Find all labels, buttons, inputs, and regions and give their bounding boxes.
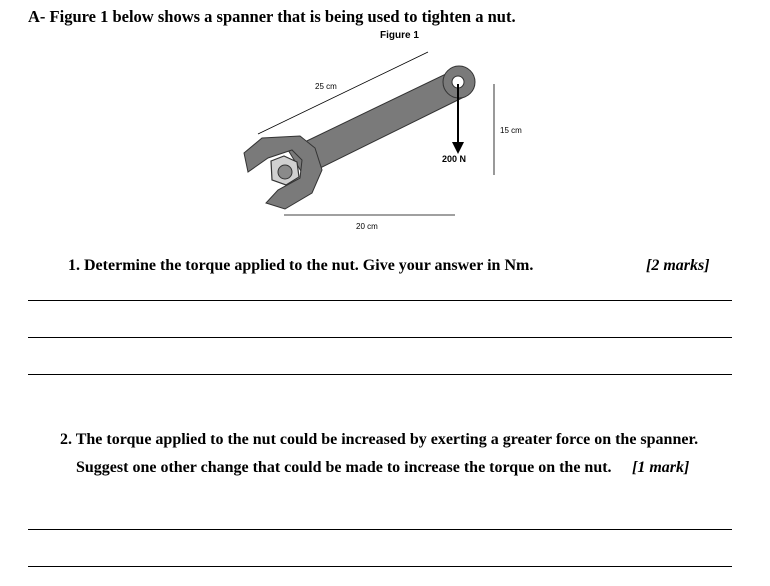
question-1-text: 1. Determine the torque applied to the nut. Give your answer in Nm.: [68, 257, 534, 274]
section-heading: A- Figure 1 below shows a spanner that is being used to tighten a nut.: [28, 7, 516, 26]
answer-line[interactable]: [28, 300, 732, 301]
answer-line[interactable]: [28, 374, 732, 375]
question-1-marks: [2 marks]: [646, 257, 710, 274]
vertical-distance-label: 15 cm: [500, 126, 522, 135]
spanner-figure: [0, 0, 770, 240]
figure-caption: Figure 1: [380, 30, 419, 41]
question-2-marks: [1 mark]: [632, 459, 690, 476]
answer-line[interactable]: [28, 566, 732, 567]
answer-line[interactable]: [28, 337, 732, 338]
length-label: 25 cm: [315, 82, 337, 91]
question-2-line-1: 2. The torque applied to the nut could be increased by exerting a greater force on the spanner.: [60, 431, 699, 448]
answer-line[interactable]: [28, 529, 732, 530]
horizontal-distance-label: 20 cm: [356, 222, 378, 231]
force-label: 200 N: [442, 154, 467, 164]
question-2-line-2: Suggest one other change that could be made to increase the torque on the nut.: [76, 459, 612, 476]
nut-bolt: [278, 165, 292, 179]
